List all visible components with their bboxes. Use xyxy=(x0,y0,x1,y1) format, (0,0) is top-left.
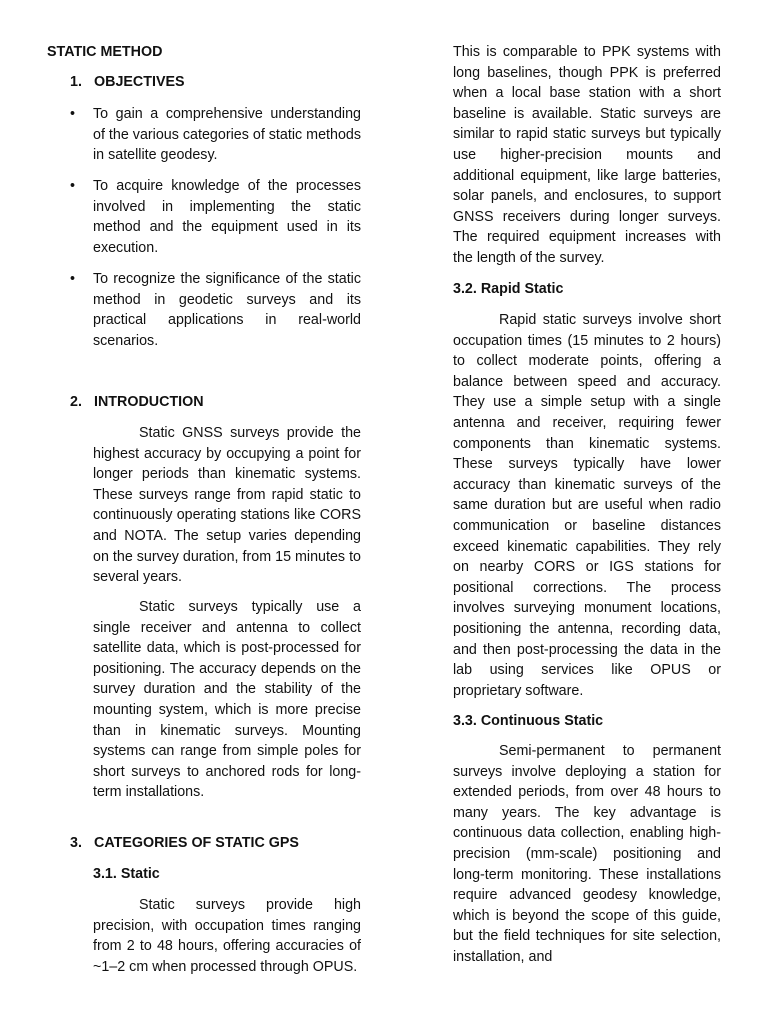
section-heading-categories xyxy=(70,833,299,854)
objective-item xyxy=(70,269,361,351)
section-title: OBJECTIVES xyxy=(94,74,185,90)
introduction-paragraph: Static GNSS surveys provide the highest accuracy by occupying a point for longer periods than kinematic systems. These surveys range from rapid static to continuously operating stations like CORS and NOTA. The setup varies depending on the survey duration, from 15 minutes to several years. xyxy=(93,425,361,586)
section-title: INTRODUCTION xyxy=(94,394,204,410)
static-paragraph-continued: This is comparable to PPK systems with long baselines, though PPK is preferred when a local base station with a short baseline is available. Static surveys are similar to rapid static surveys but typically use higher-precision mounts and additional equipment, like large batteries, solar panels, and enclosures, to support GNSS receivers during longer surveys. The required equipment increases with the length of the survey. xyxy=(453,44,721,266)
bullet-icon: • xyxy=(70,106,76,122)
continuous-static-paragraph: Semi-permanent to permanent surveys involve deploying a station for extended periods, from over 48 hours to many years. The key advantage is continuous data collection, enabling high-precision (mm-scale) positioning and long-term monitoring. These installations require advanced geodesy knowledge, which is beyond the scope of this guide, but the field techniques for site selection, installation, and xyxy=(453,743,721,965)
document-title: STATIC METHOD xyxy=(47,44,163,60)
introduction-paragraph: Static surveys typically use a single receiver and antenna to collect satellite data, which is post-processed for positioning. The accuracy depends on the survey duration and the stability of the mounting system, which is more precise than in kinematic surveys. Mounting systems can range from simple poles for short surveys to anchored rods for long-term installations. xyxy=(93,599,361,801)
subsection-heading-rapid-static: 3.2. Rapid Static xyxy=(453,281,564,297)
section-number: 3. xyxy=(70,835,82,851)
objective-item xyxy=(70,176,361,258)
section-heading-objectives xyxy=(70,72,185,93)
section-heading-introduction xyxy=(70,392,204,413)
objective-text: To gain a comprehensive understanding of the various categories of static methods in satellite geodesy. xyxy=(93,106,361,164)
subsection-heading-continuous-static: 3.3. Continuous Static xyxy=(453,713,604,729)
bullet-icon: • xyxy=(70,271,76,287)
section-number: 1. xyxy=(70,74,82,90)
rapid-static-paragraph: Rapid static surveys involve short occupation times (15 minutes to 2 hours) to collect moderate points, offering a balance between speed and accuracy. They use a simple setup with a single antenna and receiver, requiring fewer components than kinematic systems. These surveys typically have lower accuracy than kinematic surveys of the same duration but are useful when radio communication or baseline distances exceed kinematic capabilities. They rely on nearby CORS or IGS stations for positional corrections. The process involves surveying monument locations, positioning the antenna, recording data, and then post-processing the data in the lab using services like OPUS or proprietary software. xyxy=(453,312,721,699)
subsection-heading-static: 3.1. Static xyxy=(93,866,160,882)
objective-text: To acquire knowledge of the processes involved in implementing the static method and the equipment used in its execution. xyxy=(93,178,361,256)
section-title: CATEGORIES OF STATIC GPS xyxy=(94,835,299,851)
objective-text: To recognize the significance of the static method in geodetic surveys and its practical applications in real-world scenarios. xyxy=(93,271,361,349)
static-paragraph: Static surveys provide high precision, with occupation times ranging from 2 to 48 hours, offering accuracies of ~1–2 cm when processed through OPUS. xyxy=(93,897,361,975)
objective-item xyxy=(70,104,361,166)
bullet-icon: • xyxy=(70,178,76,194)
section-number: 2. xyxy=(70,394,82,410)
